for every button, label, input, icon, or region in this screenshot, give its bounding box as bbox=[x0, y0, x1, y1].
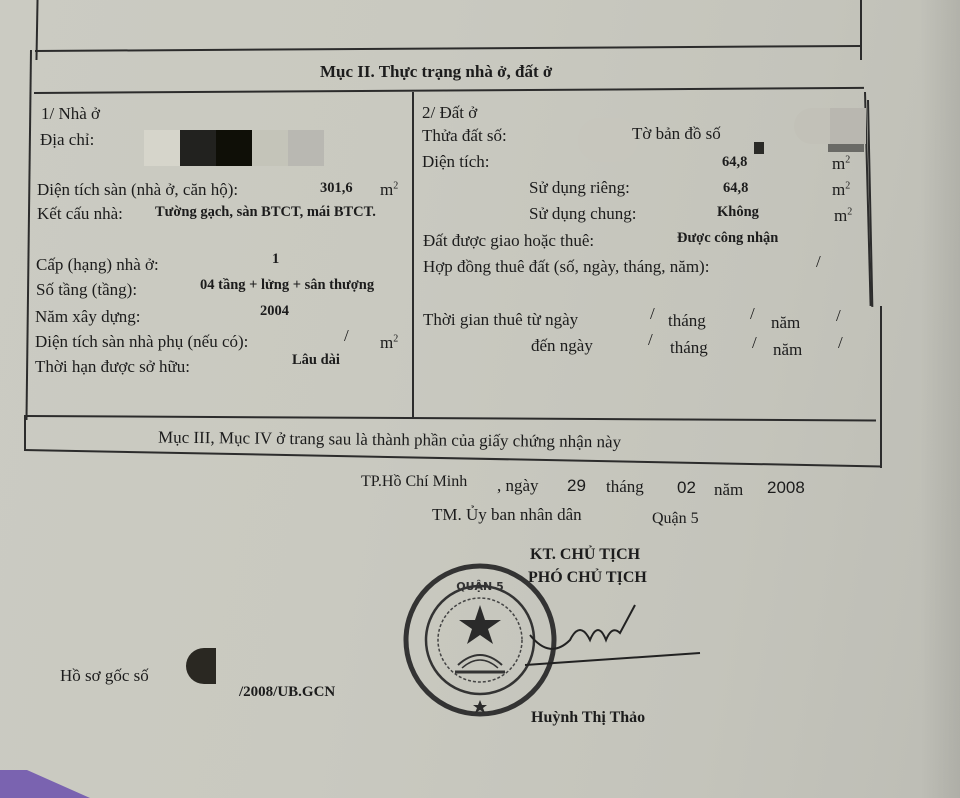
column-divider bbox=[412, 92, 414, 418]
allocation-label: Đất được giao hoặc thuê: bbox=[423, 231, 595, 250]
shared-use-label: Sử dụng chung: bbox=[529, 204, 637, 223]
district-label: Quận 5 bbox=[652, 510, 699, 527]
private-use-label: Sử dụng riêng: bbox=[529, 178, 630, 197]
lease-to-label: đến ngày bbox=[531, 336, 593, 355]
year-built-value: 2004 bbox=[260, 303, 289, 319]
note-right-border bbox=[880, 306, 882, 468]
floor-area-unit: $m^2$ bbox=[380, 180, 399, 199]
land-area-value: 64,8 bbox=[722, 154, 748, 170]
lease-from-year: / bbox=[836, 306, 841, 325]
lease-from-month-label: tháng bbox=[668, 311, 706, 330]
floors-value: 04 tầng + lửng + sân thượng bbox=[200, 277, 375, 293]
date-year-label: năm bbox=[714, 480, 744, 499]
role-primary: KT. CHỦ TỊCH bbox=[530, 546, 641, 563]
floors-label: Số tầng (tầng): bbox=[36, 280, 138, 299]
land-area-unit: $m^2$ bbox=[832, 154, 851, 173]
lease-from-month: / bbox=[750, 304, 755, 323]
private-use-unit: $m^2$ bbox=[832, 180, 851, 199]
record-label: Hồ sơ gốc số bbox=[60, 666, 149, 685]
land-area-label: Diện tích: bbox=[422, 152, 490, 171]
lease-from-label: Thời gian thuê từ ngày bbox=[423, 310, 579, 329]
lease-contract-label: Hợp đồng thuê đất (số, ngày, tháng, năm): bbox=[423, 257, 710, 276]
record-suffix: /2008/UB.GCN bbox=[239, 684, 336, 700]
svg-text:QUẬN 5: QUẬN 5 bbox=[456, 580, 504, 593]
date-prefix: , ngày bbox=[497, 476, 539, 495]
page-edge-shadow bbox=[920, 0, 960, 798]
date-month-label: tháng bbox=[606, 477, 644, 496]
section-divider-top bbox=[35, 45, 861, 52]
allocation-value: Được công nhận bbox=[677, 230, 779, 246]
signer-name: Huỳnh Thị Thảo bbox=[531, 709, 646, 726]
signature-mark-icon bbox=[520, 595, 720, 675]
frame-top-right-border bbox=[860, 0, 862, 60]
aux-area-label: Diện tích sàn nhà phụ (nếu có): bbox=[35, 332, 249, 351]
lease-from-year-label: năm bbox=[771, 313, 801, 332]
place-label: TP.Hồ Chí Minh bbox=[361, 473, 468, 490]
role-secondary: PHÓ CHỦ TỊCH bbox=[528, 569, 647, 586]
house-heading: 1/ Nhà ở bbox=[41, 104, 101, 123]
record-number-redaction bbox=[186, 648, 216, 684]
lease-contract-value: / bbox=[816, 252, 821, 271]
authority-label: TM. Ủy ban nhân dân bbox=[432, 505, 582, 524]
aux-area-unit: $m^2$ bbox=[380, 333, 399, 352]
grade-label: Cấp (hạng) nhà ở: bbox=[36, 255, 159, 274]
frame-left-border bbox=[25, 50, 31, 420]
shared-use-unit: $m^2$ bbox=[834, 206, 853, 225]
lease-to-year-label: năm bbox=[773, 340, 803, 359]
land-heading: 2/ Đất ở bbox=[422, 103, 478, 122]
note-left-border bbox=[24, 415, 26, 451]
lease-to-month: / bbox=[752, 333, 757, 352]
shared-use-value: Không bbox=[717, 204, 759, 220]
structure-value: Tường gạch, sàn BTCT, mái BTCT. bbox=[155, 204, 376, 220]
map-sheet-label: Tờ bản đồ số bbox=[632, 124, 721, 143]
private-use-value: 64,8 bbox=[723, 180, 749, 196]
ownership-term-label: Thời hạn được sở hữu: bbox=[35, 357, 190, 376]
section-title: Mục II. Thực trạng nhà ở, đất ở bbox=[320, 62, 553, 81]
parcel-label: Thửa đất số: bbox=[422, 126, 507, 145]
background-surface bbox=[0, 770, 90, 798]
lease-to-month-label: tháng bbox=[670, 338, 708, 357]
title-divider bbox=[34, 87, 864, 94]
floor-area-label: Diện tích sàn (nhà ở, căn hộ): bbox=[37, 180, 239, 199]
date-year: 2008 bbox=[767, 478, 805, 497]
footer-note: Mục III, Mục IV ở trang sau là thành phần của giấy chứng nhận này bbox=[157, 427, 622, 452]
floor-area-value: 301,6 bbox=[320, 180, 353, 196]
lease-from-day: / bbox=[650, 304, 655, 323]
grade-value: 1 bbox=[272, 251, 280, 267]
aux-area-value: / bbox=[344, 326, 349, 345]
address-label: Địa chỉ: bbox=[40, 130, 95, 149]
table-bottom-divider bbox=[26, 415, 876, 421]
note-bottom-border bbox=[24, 449, 882, 467]
date-month: 02 bbox=[677, 478, 696, 497]
year-built-label: Năm xây dựng: bbox=[35, 307, 141, 326]
ownership-term-value: Lâu dài bbox=[292, 352, 340, 368]
structure-label: Kết cấu nhà: bbox=[37, 204, 123, 223]
parcel-redaction bbox=[578, 118, 638, 162]
lease-to-day: / bbox=[648, 330, 653, 349]
date-day: 29 bbox=[567, 476, 586, 495]
lease-to-year: / bbox=[838, 333, 843, 352]
